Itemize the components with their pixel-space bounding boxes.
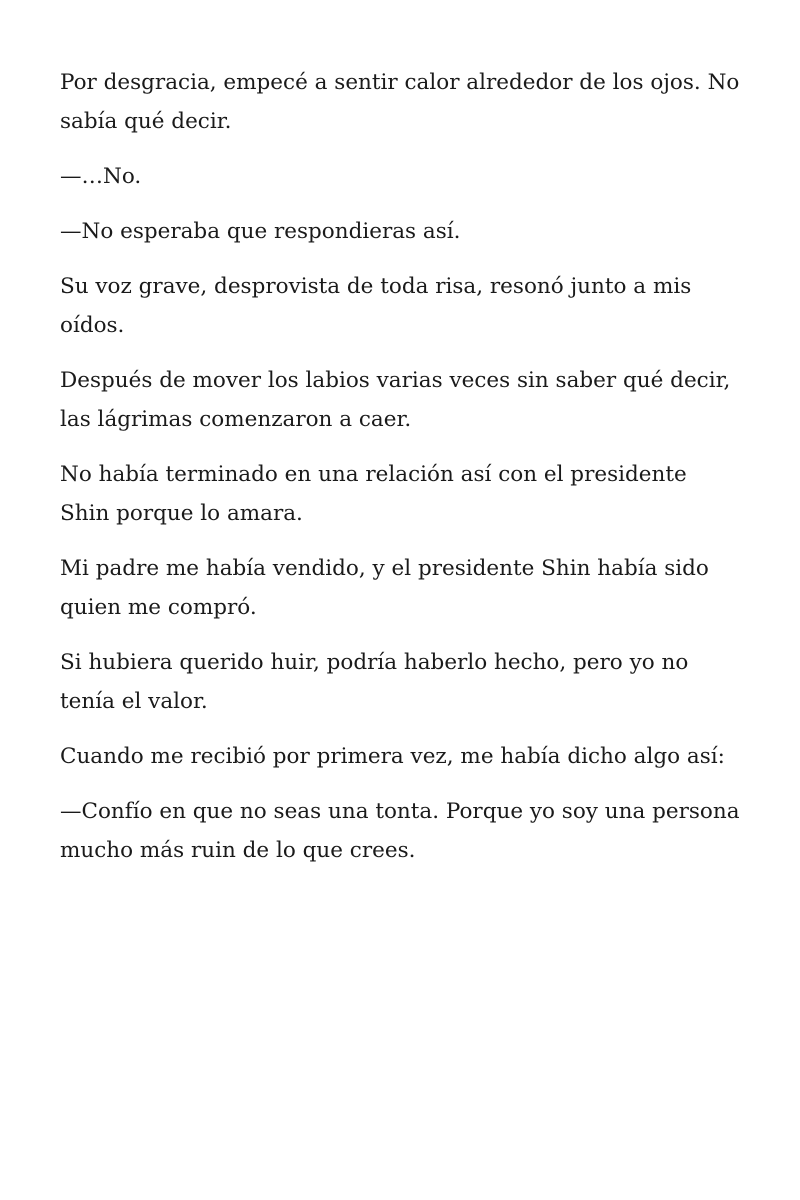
paragraph: Si hubiera querido huir, podría haberlo hecho, pero yo no tenía el valor.: [60, 650, 689, 714]
paragraph: Por desgracia, empecé a sentir calor alrededor de los ojos. No sabía qué decir.: [60, 70, 740, 134]
paragraph: Después de mover los labios varias veces sin saber qué decir, las lágrimas comenzaron a caer.: [60, 368, 731, 432]
dialogue-paragraph: —No esperaba que respondieras así.: [60, 219, 461, 244]
paragraph: No había terminado en una relación así con el presidente Shin porque lo amara.: [60, 462, 687, 526]
paragraph: Mi padre me había vendido, y el presidente Shin había sido quien me compró.: [60, 556, 709, 620]
reader-page: [60, 63, 740, 886]
dialogue-paragraph: —…No.: [60, 164, 142, 189]
dialogue-paragraph: —Confío en que no seas una tonta. Porque yo soy una persona mucho más ruin de lo que crees.: [60, 799, 740, 863]
paragraph: Su voz grave, desprovista de toda risa, resonó junto a mis oídos.: [60, 274, 692, 338]
paragraph: Cuando me recibió por primera vez, me había dicho algo así:: [60, 744, 725, 769]
